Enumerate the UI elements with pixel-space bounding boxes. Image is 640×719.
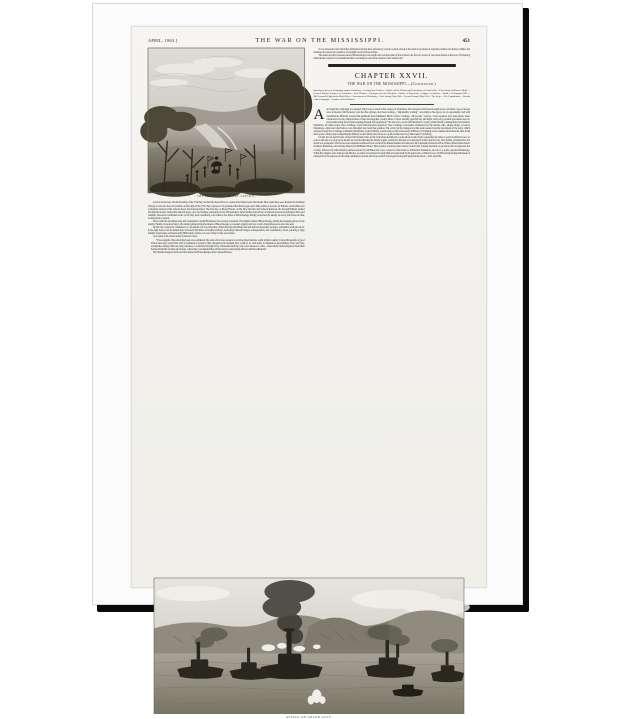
running-head [142, 35, 476, 48]
scanned-page [131, 26, 487, 719]
mat-board [92, 3, 523, 719]
issue-date: APRIL, 1863.] [148, 38, 178, 43]
chapter-rule [328, 64, 457, 66]
left-paragraph-4: As a result of his observations, Grierson writes: [153, 235, 198, 239]
plate-landscape-caption: THE ADVANCE ON PORT GIBSON. [197, 194, 256, 199]
chapter-number: CHAPTER XXVII. [354, 70, 429, 80]
page-number: 451 [462, 39, 470, 44]
right-body-paragraph-2: On the 22d of April Porter carried McClernand that on the following morning he would attack Grand Gulf, requesting the latter to send an infantry force to convoy the place as soon as he should succeed in silencing the enemy's guns. Grierson's division was detached for this purpose; but, after further consideration, the attack was postponed. The forces were extended southward on account of the limited number of transports; McClernand advanced to Hard Times, fifteen miles below Perkins's Plantation, and seventy miles from Milliken's Bend. This position was three miles above Grand Gulf. It being desirable to get below this strong-hold, the cavalry, followed by McClernand, pushed onward by McPherson's corps, crossed Coffee Point to D'Seltem's Plantation, and cut to a point opposite Bruinsburg. While the samples were removed and thence, an army was massed on April 29th on Grand Gulf by the gun-boats, a military force 12,000 strong having embarked on transports for the purpose of effecting a landing in case the attack succeeded. Seven gun-boats participated in the attack—the Louisville, [313, 136, 470, 158]
right-lead-paragraph-1: It was Grierson's raid which first demonstrated that the Confederacy was but a shell, strong at the surface by means of organized armies, but hollow within, and destitute of resources to sustain or of strength to recruit those armies. [313, 48, 470, 55]
chapter-rule-thin [350, 104, 435, 105]
left-paragraph-1: and two howitzers. On the morning of the 27th they reached the Pearl River at a point sixty miles nearer the mouth. Here again they were hesitant in obtaining ferriage across the river. At Gallatin, on the night of the 27th, they captured a 32-pounder rifled Parrott gun and 1400 pounds of powder. At Bahala, on the 28th, four companies destroyed the railroad depot and transportation. The next day, at Brook Haven, on the New Orleans and Jackson Railroad, the Seventh Illinois dashed through the streets, burned the railroad depot, cars, and bridges, and paroled over 200 prisoners. After further destruction of railroads and stores at Bogue Chitto and Summit, Grierson's command on the 1st of May, near Greenburg, was within a few miles of Baton Rouge, having welcomed the enemy on every side and at no time an important occasion. [148, 201, 305, 220]
right-lead-paragraph-2: The same day that Grierson entered Baton Rouge was fought and won the battle of Port Gibson, the first of a series of victorious battles in the rear of Vicksburg which in the course of two months had their crowning success in the capture of the "hermit city." [313, 54, 470, 61]
page-content [142, 35, 476, 719]
plate-landscape [148, 48, 305, 198]
left-paragraph-3: In this raid, Grierson's command, by a mountain of forced marches, ridden through drenching rain and almost impassable swamps, sometimes without rest for forty-eight hours, had in sixteen days traversed 600 miles of hostile territory, destroying railroad bridges, transportation, and commissary stores, paroling a large number of prisoners, and destroying 3000 stand of arms, at a cost of only twenty-seven men. [148, 226, 305, 236]
chapter-subtitle: THE WAR ON THE MISSISSIPPI.—(Continued.) [347, 81, 436, 86]
two-column-layout [142, 48, 476, 576]
plate-naval [154, 578, 464, 719]
chapter-body-1-wrap [314, 108, 471, 136]
right-body-paragraph-1: At length the campaign was opened which was to result in the capture of Vicksburg. The transports had been brought down, and three corps of troops were in motion. McClernand, who had the advance, had been waiting—"impatiently waiting," according to his report, for an opportunity, had with considerable difficulty crossed the peninsula from Milliken's Bend to New Carthage. "Old roads," says he, "were repaired, new ones made, bases constructed for the transportation of men and supplies, twenty miles of levee steadily guarded day and night, and every possible precaution used to prevent the rising flood from breaking through and toppling us." He also set to work with Sherman's cavalry, which finally communicated to Perkins's Plantation, six miles below New Carthage. Upon McClernand's approach, New Carthage was hastily abandoned by the enemy, who, taking refuge at Jones's Plantation, a mile and a half below, was dislodged also from that position. The arrival of the transports at this point assured and the movement of the army, which advanced from New Carthage to Perkins's Plantation, General Henry constructing on this route nearly 2000 feet of bridging out of extemporized material, thus in the short space of three days completing the military road from the river above to a point on the river forty miles below Vicksburg. [313, 108, 470, 137]
chapter-abstract: Opening of the new Campaign against Vicksburg.—Getting into Position.—Battle of Port Gibson and Evacuation of Grand Gulf.—First Attack at Haines's Bluff.—General Banks's Progress in Louisiana.—Port Hudson.—Farragut runs the Blockade.—Battle of Raymond.—Capture of Jackson.—Battle of Champion Hill.—McClernand's Fight on the Black River.—Investment of Vicksburg.—First Assault, May 19th.—Second Assault, May 22d.—The Siege.—The Capitulation.—Results of the Campaign.—Capture of Port Hudson. [313, 88, 470, 101]
page-title: THE WAR ON THE MISSISSIPPI. [255, 37, 385, 44]
plate-naval-caption: ATTACK ON GRAND GULF. [285, 715, 333, 719]
left-closing-paragraph: Five hundred negroes followed the raiders into Baton Rouge on the captured horses. [153, 250, 233, 254]
left-column [148, 48, 305, 576]
left-paragraph-2: Here it fell into an ambuscade, and Lieutenant Colonel Blackburn was severely wounded. That night it entered Baton Rouge, ending the sleeping pickets of the enemy. Finally, at noon on May 2, the raiders galloped into the streets of Baton Rouge, so wearied, ragged, and way-worn a band of heroes as ever was seen. [148, 219, 305, 227]
right-column [314, 48, 471, 576]
left-quotation: "The strength of the rebels has been over-estimated; the arms of her true resources we have given them no credit in their country. I found thousands of good Union men who would hail with acclamation to return to their allegiance the moment they could do so with safety to themselves and families. They will rally around the old flag when our army advances. I could have brought away a thousand with me, who were anxious to come—men whom I found fugitives from their homes, hid in the swamps and forests, where they were hunted like wild beasts by conscripting officers with bloodhounds." [151, 238, 305, 251]
drop-cap: A [313, 107, 325, 124]
